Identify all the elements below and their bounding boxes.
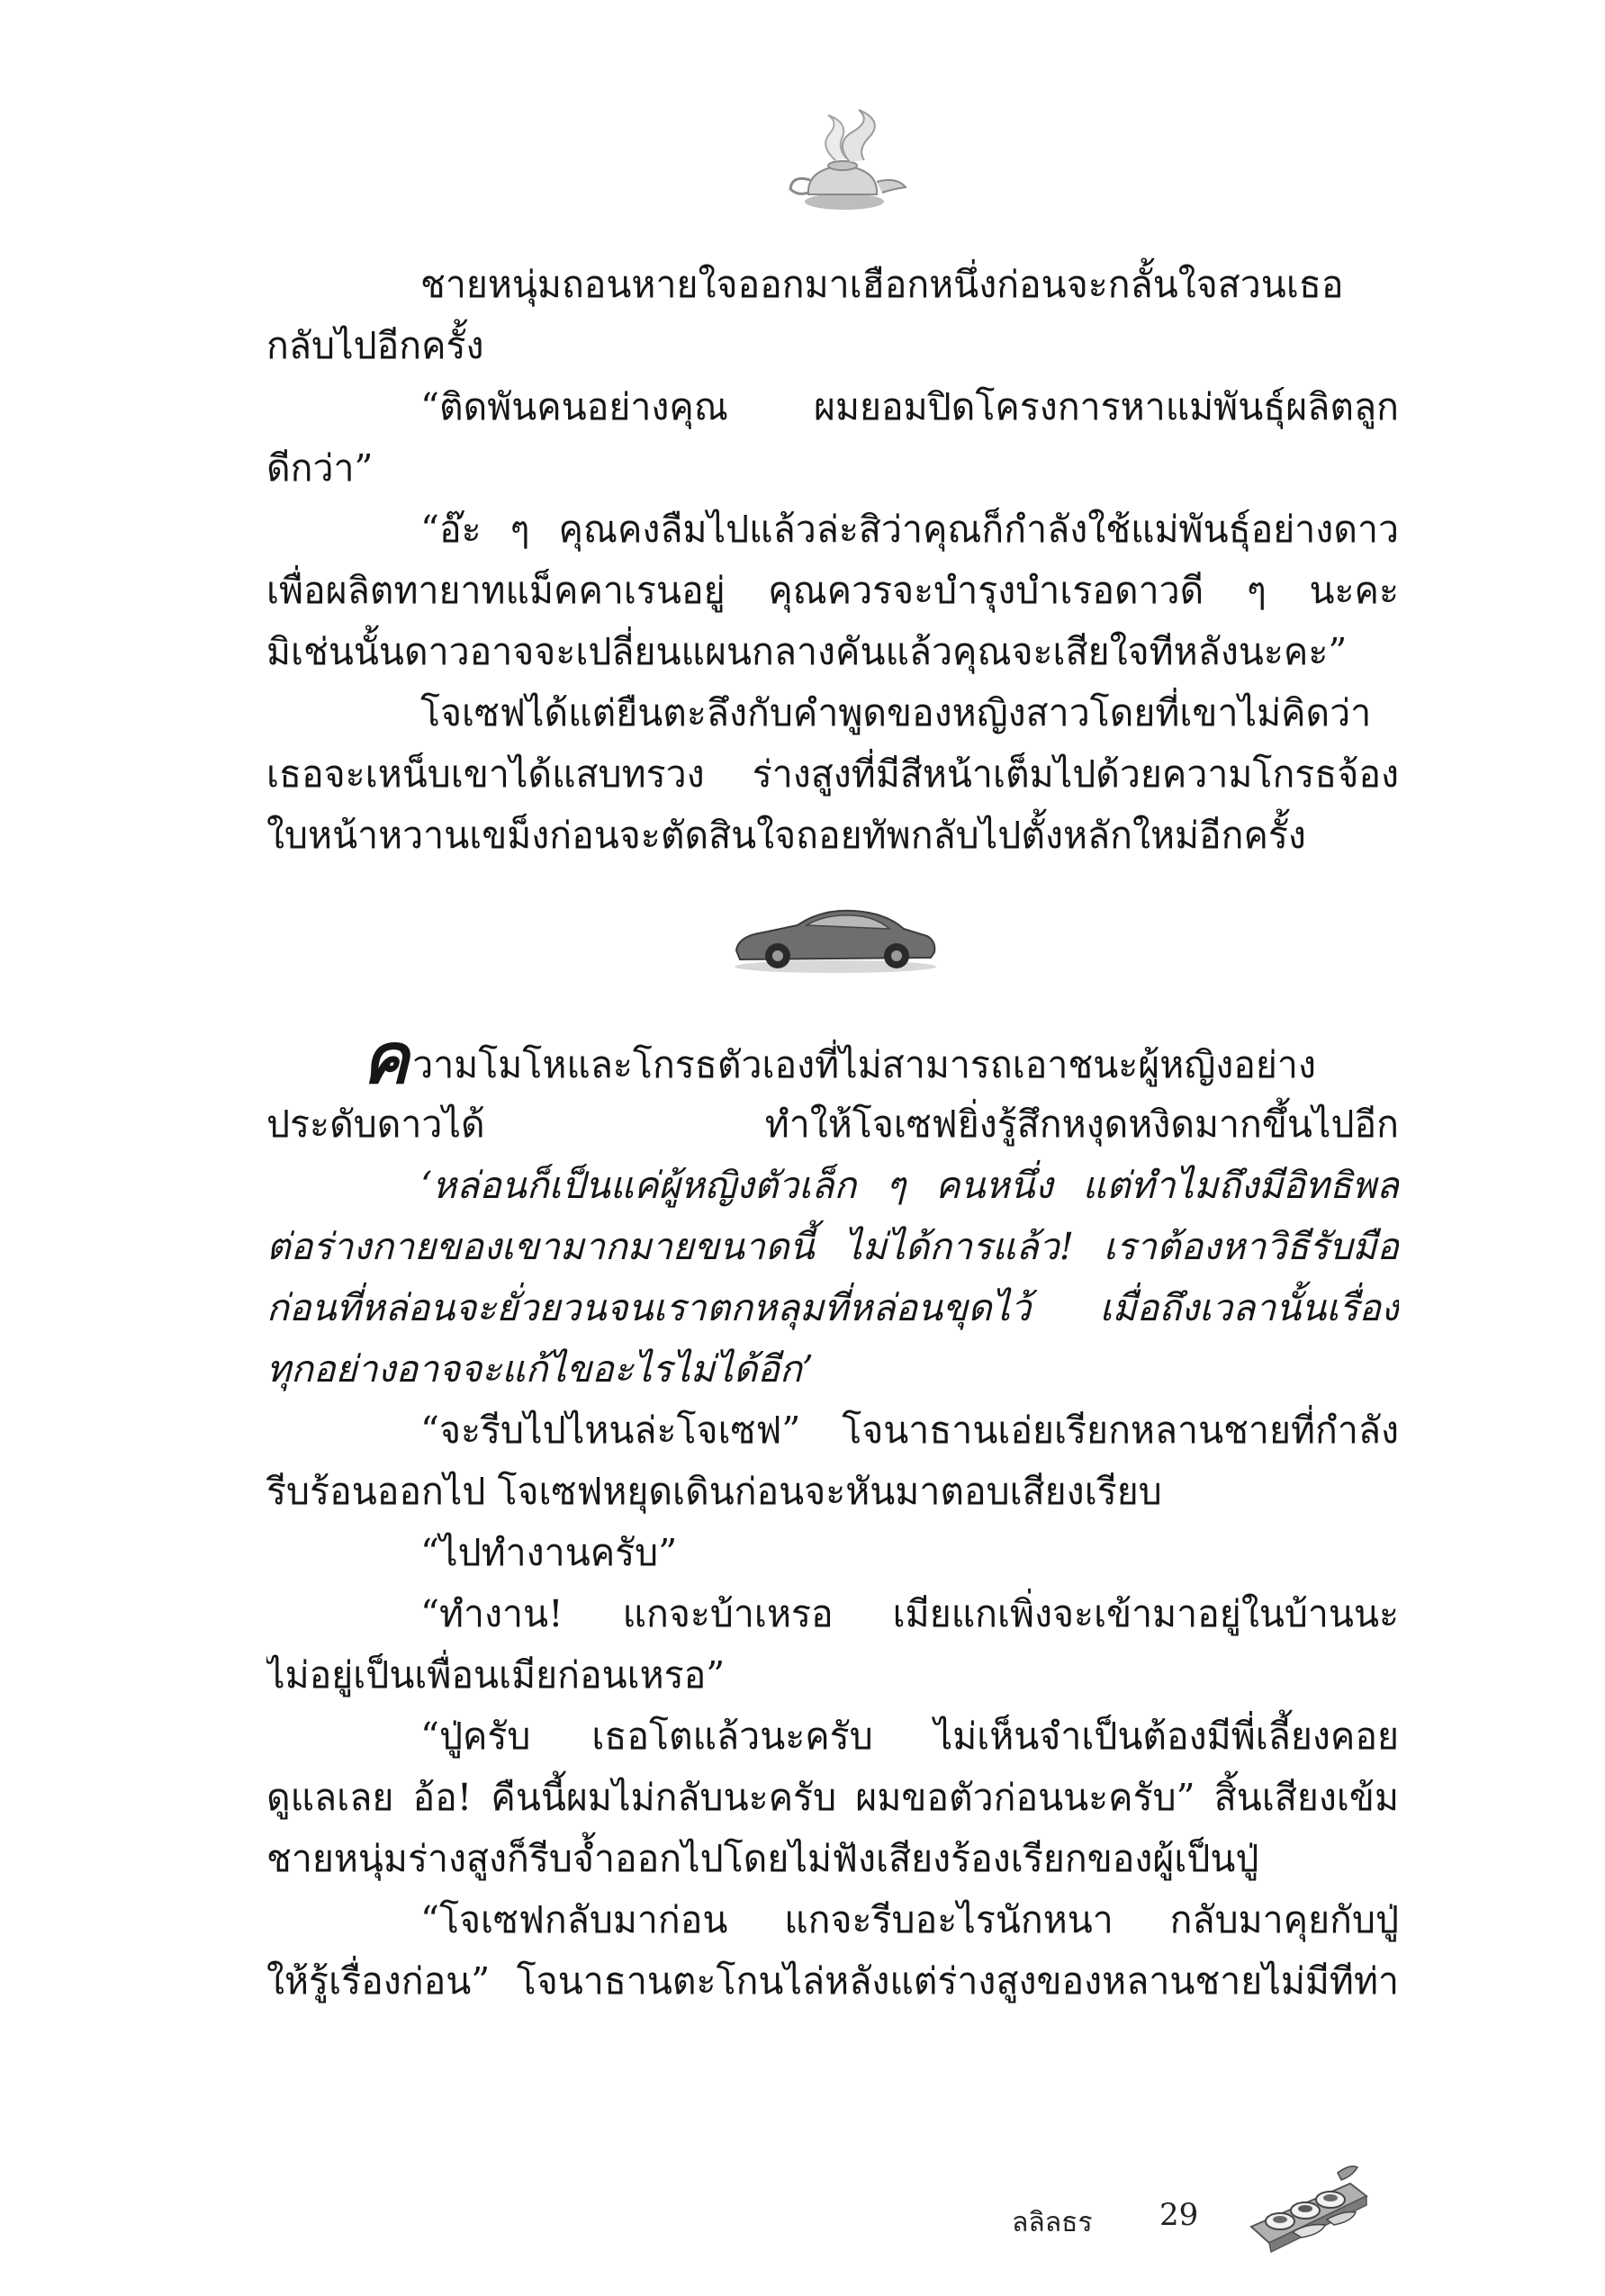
body-text bbox=[266, 254, 1399, 2012]
text-line: “ติดพันคนอย่างคุณ ผมยอมปิดโครงการหาแม่พันธุ์ผลิตลูก bbox=[420, 385, 1399, 428]
text-line: รีบร้อนออกไป โจเซฟหยุดเดินก่อนจะหันมาตอบเสียงเรียบ bbox=[266, 1470, 1162, 1513]
text-line: “โจเซฟกลับมาก่อน แกจะรีบอะไรนักหนา กลับมาคุยกับปู่ bbox=[420, 1898, 1399, 1941]
drop-cap: ค bbox=[362, 1032, 410, 1094]
text-line: ชายหนุ่มร่างสูงก็รีบจ้ำออกไปโดยไม่ฟังเสียงร้องเรียกของผู้เป็นปู่ bbox=[266, 1837, 1259, 1880]
sushi-platter-icon bbox=[1244, 2156, 1370, 2261]
text-line: ดูแลเลย อ้อ! คืนนี้ผมไม่กลับนะครับ ผมขอตัวก่อนนะครับ” สิ้นเสียงเข้ม bbox=[266, 1776, 1399, 1819]
text-line: ก่อนที่หล่อนจะยั่วยวนจนเราตกหลุมที่หล่อนขุดไว้ เมื่อถึงเวลานั้นเรื่อง bbox=[266, 1286, 1399, 1329]
text-line: มิเช่นนั้นดาวอาจจะเปลี่ยนแผนกลางคันแล้วคุณจะเสียใจทีหลังนะคะ” bbox=[266, 630, 1348, 673]
text-line: ไม่อยู่เป็นเพื่อนเมียก่อนเหรอ” bbox=[266, 1653, 726, 1697]
sports-car-icon bbox=[727, 896, 942, 976]
text-line: เธอจะเหน็บเขาได้แสบทรวง ร่างสูงที่มีสีหน้าเต็มไปด้วยความโกรธจ้อง bbox=[266, 752, 1399, 796]
text-line: เพื่อผลิตทายาทแม็คคาเรนอยู่ คุณควรจะบำรุงบำเรอดาวดี ๆ นะคะ bbox=[266, 569, 1399, 612]
page-number: 29 bbox=[1159, 2197, 1199, 2233]
footer-author: ลลิลธร bbox=[1012, 2207, 1093, 2238]
teapot-steam-icon bbox=[771, 106, 913, 221]
section-separator bbox=[266, 866, 1399, 1032]
text-line: กลับไปอีกครั้ง bbox=[266, 324, 484, 367]
text-line: ให้รู้เรื่องก่อน” โจนาธานตะโกนไล่หลังแต่ร่างสูงของหลานชายไม่มีทีท่า bbox=[266, 1959, 1399, 2003]
text-line: “อ๊ะ ๆ คุณคงลืมไปแล้วล่ะสิว่าคุณก็กำลังใช้แม่พันธุ์อย่างดาว bbox=[420, 508, 1399, 551]
text-line: ประดับดาวได้ ทำให้โจเซฟยิ่งรู้สึกหงุดหงิดมากขึ้นไปอีก bbox=[266, 1103, 1399, 1146]
text-line: ต่อร่างกายของเขามากมายขนาดนี้ ไม่ได้การแล้ว! เราต้องหาวิธีรับมือ bbox=[266, 1225, 1399, 1268]
text-line: โจเซฟได้แต่ยืนตะลึงกับคำพูดของหญิงสาวโดยที่เขาไม่คิดว่า bbox=[420, 691, 1372, 734]
text-line: ทุกอย่างอาจจะแก้ไขอะไรไม่ได้อีก’ bbox=[266, 1347, 814, 1391]
text-line: “ปู่ครับ เธอโตแล้วนะครับ ไม่เห็นจำเป็นต้องมีพี่เลี้ยงคอย bbox=[420, 1715, 1399, 1758]
text-line: ดีกว่า” bbox=[266, 446, 374, 490]
text-line: วามโมโหและโกรธตัวเองที่ไม่สามารถเอาชนะผู้หญิงอย่าง bbox=[412, 1043, 1316, 1086]
text-line: ชายหนุ่มถอนหายใจออกมาเฮือกหนึ่งก่อนจะกลั้นใจสวนเธอ bbox=[420, 263, 1344, 306]
text-line: ‘หล่อนก็เป็นแค่ผู้หญิงตัวเล็ก ๆ คนหนึ่ง แต่ทำไมถึงมีอิทธิพล bbox=[420, 1164, 1399, 1207]
text-line-drop-cap bbox=[266, 1032, 1399, 1094]
text-line: ใบหน้าหวานเขม็งก่อนจะตัดสินใจถอยทัพกลับไปตั้งหลักใหม่อีกครั้ง bbox=[266, 814, 1306, 857]
text-line: “จะรีบไปไหนล่ะโจเซฟ” โจนาธานเอ่ยเรียกหลานชายที่กำลัง bbox=[420, 1409, 1399, 1452]
text-line: “ทำงาน! แกจะบ้าเหรอ เมียแกเพิ่งจะเข้ามาอยู่ในบ้านนะ bbox=[420, 1592, 1399, 1635]
text-line: “ไปทำงานครับ” bbox=[420, 1531, 678, 1574]
